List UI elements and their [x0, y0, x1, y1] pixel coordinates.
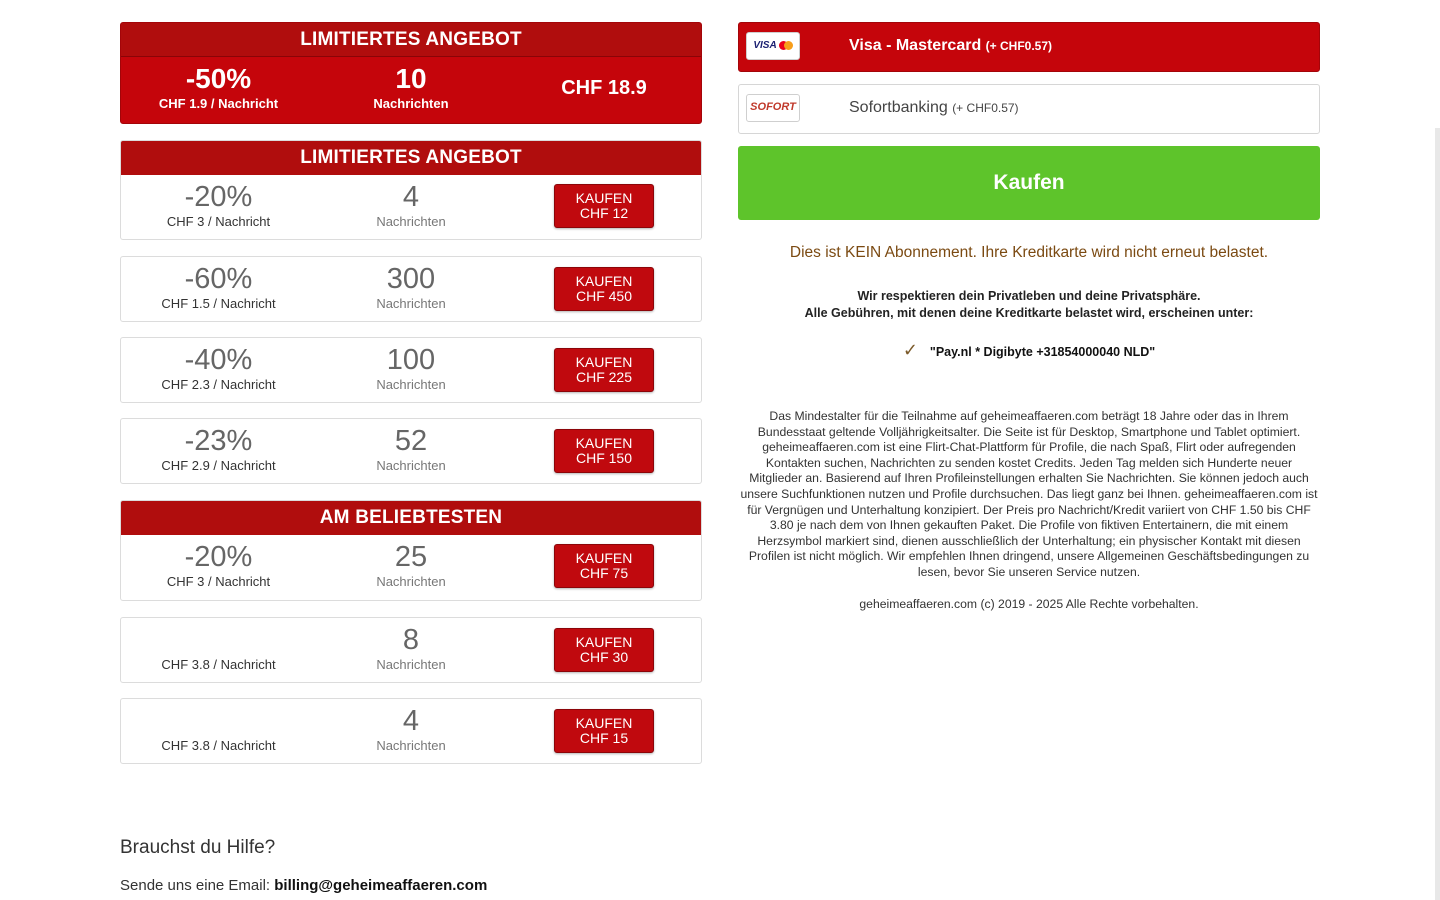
- total-price: CHF 18.9: [561, 77, 647, 99]
- purchase-button[interactable]: Kaufen: [738, 146, 1320, 220]
- message-count: 25: [394, 541, 428, 573]
- help-section: [120, 837, 487, 894]
- buy-button[interactable]: KAUFEN CHF 15: [554, 709, 654, 753]
- privacy-statement: Wir respektieren dein Privatleben und deine Privatsphäre. Alle Gebühren, mit denen deine Kreditkarte belastet wird, erscheinen unter:: [804, 289, 1254, 320]
- message-count: 300: [386, 263, 436, 295]
- message-count: 52: [394, 425, 428, 457]
- package-row: [120, 337, 702, 403]
- sofort-icon: SOFORT: [746, 94, 800, 122]
- message-count: 8: [402, 624, 420, 656]
- message-unit: Nachrichten: [376, 738, 446, 753]
- help-title: Brauchst du Hilfe?: [120, 837, 276, 858]
- message-unit: Nachrichten: [376, 657, 446, 672]
- message-count: 4: [402, 705, 420, 737]
- discount: -20%: [184, 541, 253, 573]
- message-count: 10: [395, 63, 427, 94]
- payment-label: Sofortbanking: [849, 99, 948, 116]
- message-unit: Nachrichten: [376, 574, 446, 589]
- price-per-message: CHF 1.5 / Nachricht: [161, 296, 276, 311]
- price-per-message: CHF 3.8 / Nachricht: [161, 738, 276, 753]
- price-per-message: CHF 3 / Nachricht: [166, 574, 271, 589]
- discount: -50%: [185, 63, 252, 94]
- discount: -40%: [184, 344, 253, 376]
- package-row: [120, 256, 702, 322]
- package-row: [120, 698, 702, 764]
- help-email-line: Sende uns eine Email: billing@geheimeaffaeren.com: [120, 877, 488, 894]
- subscription-notice: Dies ist KEIN Abonnement. Ihre Kreditkarte wird nicht erneut belastet.: [789, 244, 1269, 261]
- buy-button[interactable]: KAUFEN CHF 30: [554, 628, 654, 672]
- message-unit: Nachrichten: [376, 458, 446, 473]
- scrollbar[interactable]: [1435, 128, 1440, 900]
- price-per-message: CHF 2.9 / Nachricht: [161, 458, 276, 473]
- payment-panel: [738, 22, 1320, 611]
- message-unit: Nachrichten: [376, 296, 446, 311]
- price-per-message: CHF 3 / Nachricht: [166, 214, 271, 229]
- package-row: [120, 500, 702, 601]
- discount: -20%: [184, 181, 253, 213]
- package-row: [120, 140, 702, 240]
- legal-text: Das Mindestalter für die Teilnahme auf geheimeaffaeren.com beträgt 18 Jahre oder das in Ihrem Bundesstaat geltende Volljährigkeitsalter. Die Seite ist für Desktop, Smartphone und Tablet optimiert. geheimeaffaeren.com ist eine Flirt-Chat-Plattform für Profile, die nach Spaß, Flirt oder aufregenden Kontakten suchen, Nachrichten zu senden kostet Credits. Jeden Tag melden sich Hunderte neuer Mitglieder an. Basierend auf Ihren Profileinstellungen erhalten Sie Nachrichten. Sie können jedoch auch unsere Suchfunktionen nutzen und Profile durchsuchen. Das liegt ganz bei Ihnen. geheimeaffaeren.com ist für Vergnügen und Unterhaltung konzipiert. Der Preis pro Nachricht/Kredit variiert von CHF 1.50 bis CHF 3.80 je nach dem von Ihnen gekauften Paket. Die Profile von fiktiven Entertainern, die mit einem Herzsymbol markiert sind, dienen ausschließlich der Unterhaltung; ein physischer Kontakt mit diesen Profilen ist nicht möglich. Wir empfehlen Ihnen dringend, unsere Allgemeinen Geschäftsbedingungen zu lesen, bevor Sie unseren Service nutzen.: [740, 409, 1318, 579]
- message-count: 4: [402, 181, 420, 213]
- buy-button[interactable]: KAUFEN CHF 450: [554, 267, 654, 311]
- message-count: 100: [386, 344, 436, 376]
- visa-mastercard-icon: VISA: [746, 32, 800, 60]
- message-unit: Nachrichten: [376, 377, 446, 392]
- payment-option-visa-mastercard[interactable]: [738, 22, 1320, 72]
- billing-email-link[interactable]: billing@geheimeaffaeren.com: [274, 877, 488, 894]
- package-row: [120, 617, 702, 683]
- message-unit: Nachrichten: [376, 214, 446, 229]
- payment-option-sofortbanking[interactable]: [738, 84, 1320, 134]
- discount: -60%: [184, 263, 253, 295]
- buy-button[interactable]: KAUFEN CHF 150: [554, 429, 654, 473]
- checkmark-icon: ✓: [902, 340, 918, 360]
- offer-banner: LIMITIERTES ANGEBOT: [121, 141, 701, 175]
- billing-descriptor: ✓ "Pay.nl * Digibyte +31854000040 NLD": [902, 340, 1156, 360]
- buy-button[interactable]: KAUFEN CHF 12: [554, 184, 654, 228]
- price-per-message: CHF 3.8 / Nachricht: [161, 657, 276, 672]
- copyright: geheimeaffaeren.com (c) 2019 - 2025 Alle Rechte vorbehalten.: [859, 596, 1199, 611]
- buy-button[interactable]: KAUFEN CHF 75: [554, 544, 654, 588]
- discount: -23%: [184, 425, 253, 457]
- message-unit: Nachrichten: [373, 96, 449, 111]
- price-per-message: CHF 2.3 / Nachricht: [161, 377, 276, 392]
- popular-banner: AM BELIEBTESTEN: [121, 501, 701, 535]
- payment-fee: (+ CHF0.57): [952, 101, 1019, 115]
- payment-fee: (+ CHF0.57): [985, 39, 1053, 53]
- offer-banner: LIMITIERTES ANGEBOT: [121, 23, 701, 57]
- payment-label: Visa - Mastercard: [849, 37, 982, 54]
- package-featured[interactable]: [120, 22, 702, 124]
- price-per-message: CHF 1.9 / Nachricht: [158, 96, 279, 111]
- package-row: [120, 418, 702, 484]
- buy-button[interactable]: KAUFEN CHF 225: [554, 348, 654, 392]
